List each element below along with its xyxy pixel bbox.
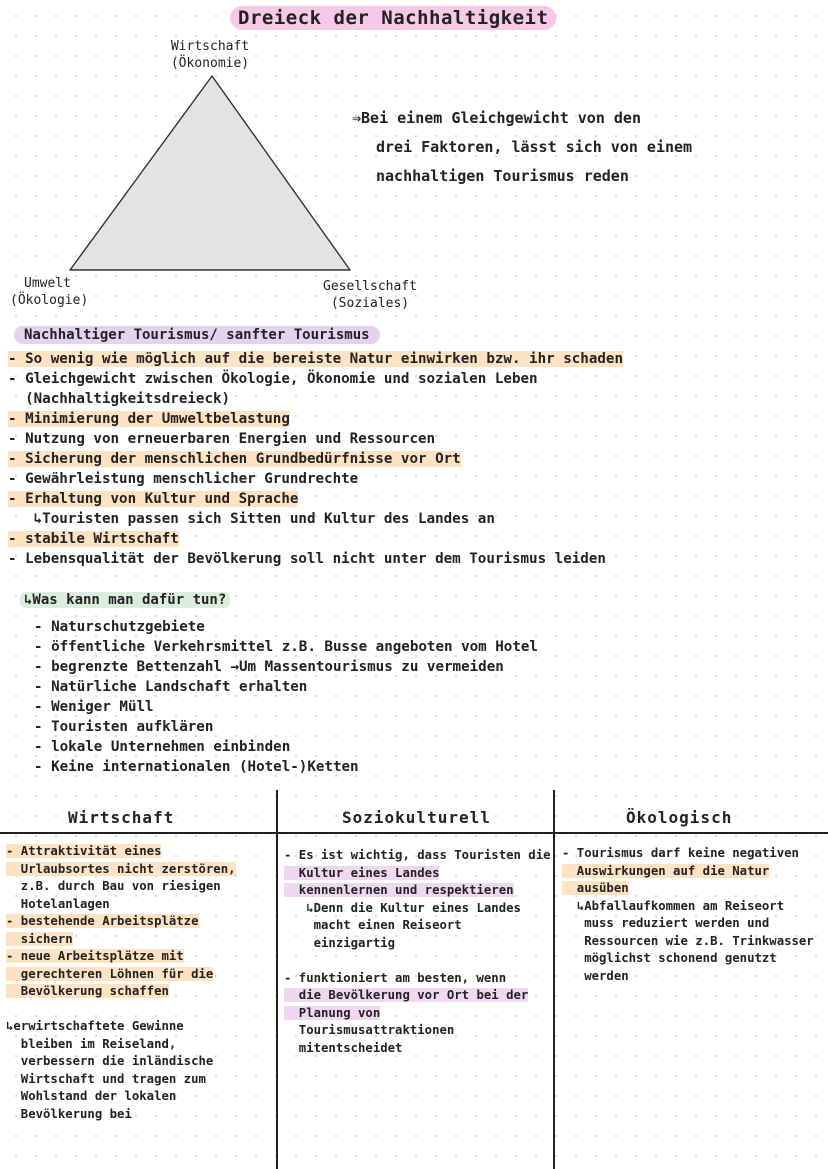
column-line-text: mitentscheidet	[284, 1040, 403, 1055]
list-item	[8, 489, 623, 509]
column-line	[562, 933, 814, 951]
measure-item: - lokale Unternehmen einbinden	[34, 739, 291, 755]
column-line-text: - funktioniert am besten, wenn	[284, 970, 507, 985]
column-line	[6, 1106, 236, 1124]
column-line	[6, 843, 236, 861]
measure-item: - öffentliche Verkehrsmittel z.B. Busse angeboten vom Hotel	[34, 639, 538, 655]
triangle-right-label	[310, 278, 430, 312]
principles-list	[8, 349, 623, 569]
balance-line: nachhaltigen Tourismus reden	[376, 167, 629, 185]
list-item-text: - Erhaltung von Kultur und Sprache	[8, 491, 299, 507]
list-item-text: - So wenig wie möglich auf die bereiste Natur einwirken bzw. ihr schaden	[8, 351, 623, 367]
corner-top-sub: (Ökonomie)	[170, 56, 250, 71]
column-line-text: die Bevölkerung vor Ort bei der	[284, 988, 529, 1002]
column-social	[284, 847, 551, 1057]
column-line-text: - neue Arbeitsplätze mit	[6, 949, 184, 963]
column-line	[284, 935, 551, 953]
corner-right-sub: (Soziales)	[330, 296, 410, 311]
column-line-text: Hotelanlagen	[6, 896, 110, 911]
table-horizontal-rule	[0, 832, 828, 834]
column-line	[6, 1001, 236, 1019]
table-divider-1	[276, 790, 278, 1169]
list-item-text: - Gleichgewicht zwischen Ökologie, Ökonomie und sozialen Leben	[8, 371, 538, 387]
corner-right-title: Gesellschaft	[323, 279, 417, 294]
measure-item: - Touristen aufklären	[34, 719, 214, 735]
column-line	[284, 987, 551, 1005]
column-line	[6, 983, 236, 1001]
column-line-text: verbessern die inländische	[6, 1054, 214, 1068]
what-heading-text: ↳Was kann man dafür tun?	[20, 592, 230, 608]
column-line	[6, 1036, 236, 1054]
column-line	[562, 968, 814, 986]
column-line-text: Bevölkerung schaffen	[6, 984, 169, 998]
column-line-text: ↳Abfallaufkommen am Reiseort	[562, 898, 785, 913]
list-item	[8, 389, 623, 409]
column-heading-social: Soziokulturell	[342, 808, 491, 827]
column-line	[6, 1018, 236, 1036]
list-item-text: - stabile Wirtschaft	[8, 531, 179, 547]
list-item	[8, 449, 623, 469]
column-line	[284, 952, 551, 970]
column-line	[284, 900, 551, 918]
measure-item: - Weniger Müll	[34, 699, 154, 715]
column-line-text: muss reduziert werden und	[562, 916, 770, 930]
column-line-text: - bestehende Arbeitsplätze	[6, 914, 199, 928]
list-item	[8, 469, 623, 489]
column-line-text: Tourismusattraktionen	[284, 1023, 455, 1037]
list-item-text: - Minimierung der Umweltbelastung	[8, 411, 290, 427]
column-line-text: Ressourcen wie z.B. Trinkwasser	[562, 933, 814, 948]
column-line	[562, 898, 814, 916]
column-line	[6, 1071, 236, 1089]
column-line-text: - Attraktivität eines	[6, 844, 162, 858]
column-line	[6, 878, 236, 896]
column-line	[6, 896, 236, 914]
column-line	[6, 1053, 236, 1071]
list-item-text: - Sicherung der menschlichen Grundbedürfnisse vor Ort	[8, 451, 461, 467]
column-line-text: macht einen Reiseort	[284, 918, 462, 932]
column-line	[6, 913, 236, 931]
list-item-text: - Lebensqualität der Bevölkerung soll nicht unter dem Tourismus leiden	[8, 551, 606, 567]
measure-item: - Natürliche Landschaft erhalten	[34, 679, 308, 695]
list-item-text: - Nutzung von erneuerbaren Energien und Ressourcen	[8, 431, 436, 447]
column-line	[284, 1005, 551, 1023]
column-line-text: Urlaubsortes nicht zerstören,	[6, 861, 236, 876]
column-line	[284, 917, 551, 935]
column-line-text: Wohlstand der lokalen	[6, 1089, 177, 1103]
list-item	[8, 349, 623, 369]
balance-line: drei Faktoren, lässt sich von einem	[376, 138, 693, 156]
column-line-text: Planung von	[284, 1005, 381, 1020]
column-line-text: ausüben	[562, 881, 629, 895]
page-title: Dreieck der Nachhaltigkeit	[230, 6, 556, 30]
triangle-top-label	[150, 38, 270, 72]
column-line-text: - Tourismus darf keine negativen	[562, 846, 799, 860]
column-line-text: werden	[562, 968, 629, 983]
column-line	[284, 847, 551, 865]
measure-item: - begrenzte Bettenzahl →Um Massentourismus zu vermeiden	[34, 659, 504, 675]
balance-line: ⇒Bei einem Gleichgewicht von den	[352, 109, 641, 127]
list-item	[8, 509, 623, 529]
list-item-text: ↳Touristen passen sich Sitten und Kultur des Landes an	[8, 511, 495, 527]
column-line-text: ↳erwirtschaftete Gewinne	[6, 1019, 184, 1033]
column-line-text: bleiben im Reiseland,	[6, 1036, 177, 1051]
column-line	[284, 865, 551, 883]
corner-left-title: Umwelt	[24, 276, 71, 291]
measure-item: - Naturschutzgebiete	[34, 619, 205, 635]
column-line	[284, 1022, 551, 1040]
measure-item: - Keine internationalen (Hotel-)Ketten	[34, 759, 359, 775]
column-line-text: kennenlernen und respektieren	[284, 883, 514, 897]
column-line	[562, 863, 814, 881]
column-line	[6, 948, 236, 966]
column-line	[562, 880, 814, 898]
table-divider-2	[553, 790, 555, 1169]
triangle-left-label	[10, 275, 110, 309]
list-item-text: - Gewährleistung menschlicher Grundrechte	[8, 471, 359, 487]
column-heading-economy: Wirtschaft	[68, 808, 175, 827]
column-line	[6, 966, 236, 984]
column-line	[284, 882, 551, 900]
list-item	[8, 529, 623, 549]
column-line	[284, 970, 551, 988]
column-line-text: Bevölkerung bei	[6, 1106, 132, 1121]
column-line-text: Auswirkungen auf die Natur	[562, 863, 770, 878]
column-line	[562, 950, 814, 968]
column-line	[6, 1088, 236, 1106]
column-line-text: Wirtschaft und tragen zum	[6, 1071, 206, 1086]
column-line	[6, 861, 236, 879]
corner-top-title: Wirtschaft	[170, 39, 250, 54]
column-line-text: Kultur eines Landes	[284, 865, 440, 880]
measures-list	[34, 617, 538, 777]
list-item	[8, 429, 623, 449]
list-item	[8, 549, 623, 569]
column-line-text: ↳Denn die Kultur eines Landes	[284, 900, 521, 915]
column-economy	[6, 843, 236, 1123]
what-heading	[20, 592, 230, 608]
corner-left-sub: (Ökologie)	[10, 293, 89, 308]
column-line-text: z.B. durch Bau von riesigen	[6, 879, 221, 893]
column-heading-ecology: Ökologisch	[626, 808, 733, 827]
column-line-text: - Es ist wichtig, dass Touristen die	[284, 848, 551, 862]
column-line	[562, 915, 814, 933]
column-ecology	[562, 845, 814, 985]
list-item	[8, 369, 623, 389]
column-line	[562, 845, 814, 863]
column-line-text: gerechteren Löhnen für die	[6, 966, 214, 981]
list-item	[8, 409, 623, 429]
section-heading: Nachhaltiger Tourismus/ sanfter Tourismus	[14, 326, 380, 344]
balance-note	[352, 104, 692, 191]
column-line-text: sichern	[6, 931, 73, 946]
column-line	[6, 931, 236, 949]
column-line-text: möglichst schonend genutzt	[562, 951, 777, 965]
list-item-text: (Nachhaltigkeitsdreieck)	[8, 391, 231, 407]
column-line	[284, 1040, 551, 1058]
column-line-text: einzigartig	[284, 935, 396, 950]
